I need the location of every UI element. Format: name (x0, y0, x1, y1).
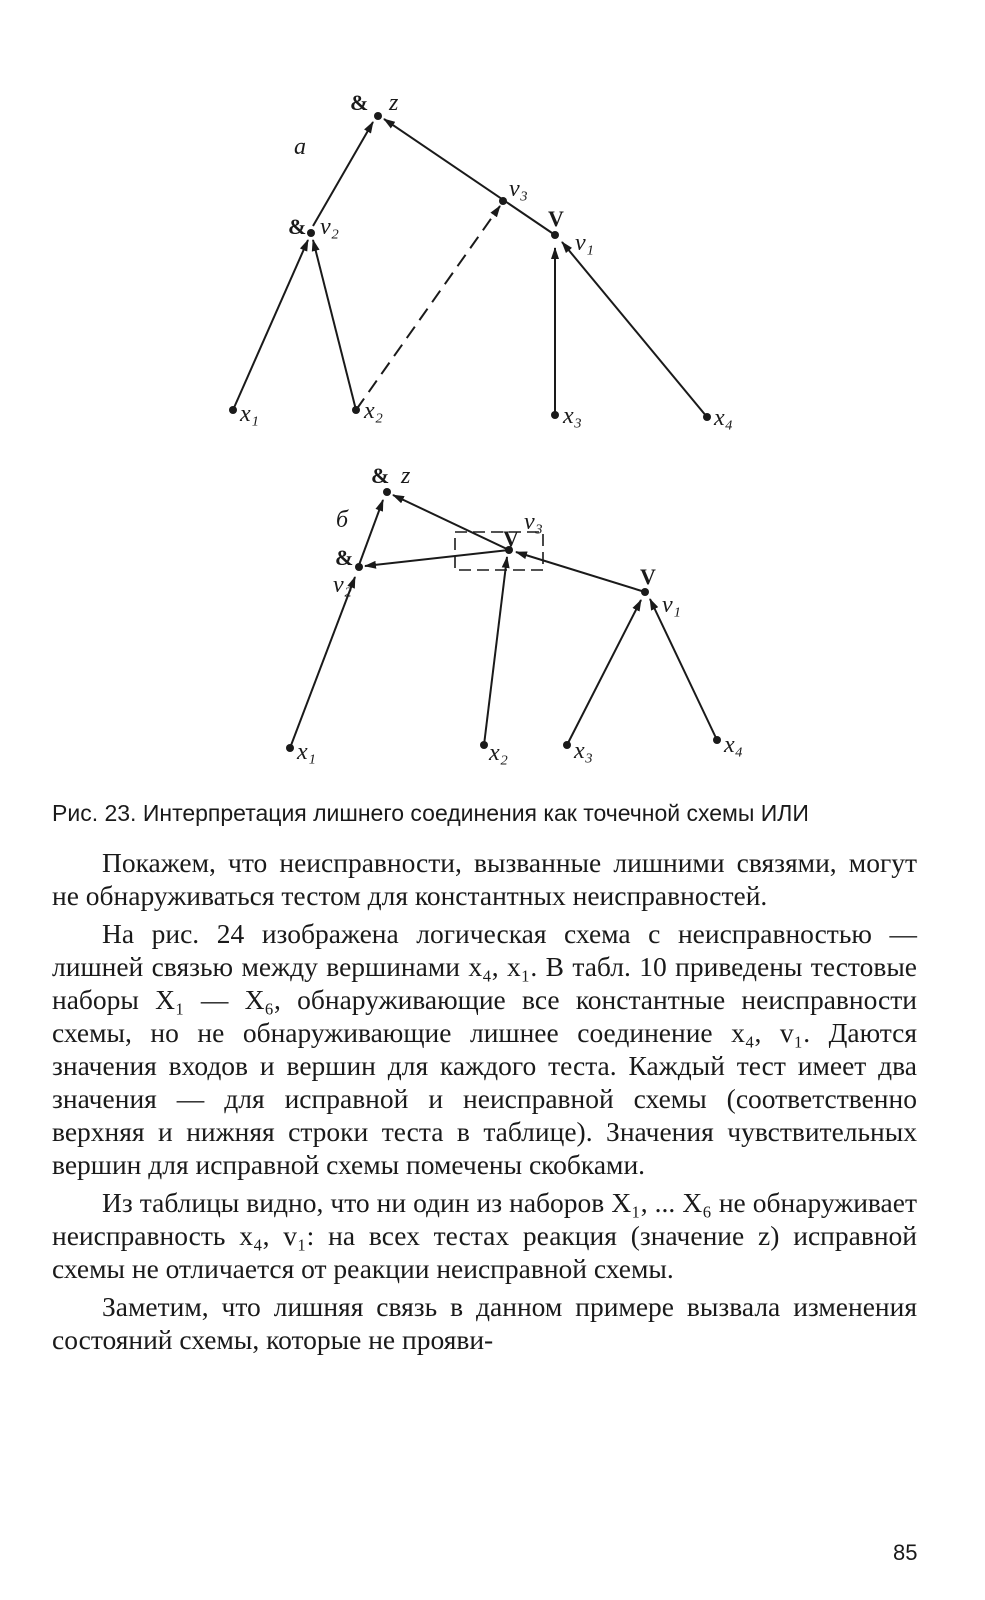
edge-x3-v1 (567, 600, 641, 745)
edge-x2-v3 (484, 557, 507, 745)
label-v1: v₁ (662, 592, 681, 618)
node-v3 (499, 197, 507, 205)
node-v1 (551, 231, 559, 239)
node-z (374, 112, 382, 120)
label-x1: x₁ (297, 739, 316, 765)
label-z: z (401, 463, 411, 489)
edge-x2-v2 (313, 240, 356, 410)
label-x1: x₁ (240, 401, 259, 427)
node-x2 (352, 406, 360, 414)
node-x4 (713, 736, 721, 744)
label-x4: x₄ (724, 732, 743, 758)
node-z (383, 488, 391, 496)
gate-v1: V (548, 206, 564, 231)
edge-x2-v3-dashed (356, 206, 500, 410)
edge-x1-v2 (233, 240, 308, 410)
panel-label-a: a (294, 134, 306, 160)
edge-v1-z (384, 119, 555, 235)
panel-label-b: б (336, 507, 349, 533)
edge-v2-z (313, 122, 373, 226)
gate-z: & (350, 90, 369, 115)
gate-v2: & (288, 214, 307, 239)
edge-v3-v2 (365, 550, 509, 566)
gate-z: & (371, 463, 390, 488)
gate-v2: & (335, 545, 354, 570)
body-text (52, 846, 917, 1356)
edge-v3-z (393, 495, 509, 550)
edge-v1-v3 (516, 552, 645, 592)
diagram-b (286, 463, 743, 766)
label-v3: v₃ (509, 176, 528, 202)
label-v1: v₁ (575, 230, 594, 256)
diagram-a (229, 90, 733, 431)
node-x3 (563, 741, 571, 749)
gate-v3: V (503, 526, 519, 551)
node-x1 (286, 744, 294, 752)
node-v1 (641, 588, 649, 596)
paragraph-2: На рис. 24 изображена логическая схема с неисправностью — лишней связью между вершинами x₄, x₁. В табл. 10 приведены тестовые наборы X₁ — X₆, обнаруживающие все константные неисправности схемы, но не обнаруживающие лишнее соединение x₄, v₁. Даются значения входов и вершин для каждого теста. Каждый тест имеет два значения — для исправной и неисправной схемы (соответственно верхняя и нижняя строки теста в таблице). Значения чувствительных вершин для исправной схемы помечены скобками. (52, 918, 917, 1180)
node-v2 (355, 563, 363, 571)
label-v2: v₂ (320, 214, 339, 240)
label-x4: x₄ (714, 405, 733, 431)
label-x2: x₂ (489, 740, 508, 766)
paragraph-3: Из таблицы видно, что ни один из наборов X₁, ... X₆ не обнаруживает неисправность x₄, v₁: на всех тестах реакция (значение z) исправной схемы не отличается от реакции неисправной схемы. (52, 1187, 917, 1284)
label-x3: x₃ (563, 403, 582, 429)
gate-v1: V (640, 564, 656, 589)
edge-x4-v1 (650, 599, 717, 740)
paragraph-1: Покажем, что неисправности, вызванные лишними связями, могут не обнаруживаться тестом для константных неисправностей. (52, 847, 917, 911)
edge-x4-v1 (562, 242, 707, 417)
edge-v2-z (359, 500, 383, 565)
label-x2: x₂ (364, 398, 383, 424)
node-x1 (229, 406, 237, 414)
node-x4 (703, 413, 711, 421)
label-x3: x₃ (574, 738, 593, 764)
edge-x1-v2 (290, 577, 355, 748)
paragraph-4: Заметим, что лишняя связь в данном примере вызвала изменения состояний схемы, которые не прояви- (52, 1291, 917, 1355)
label-z: z (389, 90, 399, 116)
label-v2: v₂ (333, 572, 352, 598)
node-x2 (480, 741, 488, 749)
node-v2 (307, 229, 315, 237)
label-v3: v₃ (524, 509, 543, 535)
page-number: 85 (893, 1540, 918, 1565)
node-x3 (551, 411, 559, 419)
figure-caption: Рис. 23. Интерпретация лишнего соединения как точечной схемы ИЛИ (52, 800, 809, 826)
